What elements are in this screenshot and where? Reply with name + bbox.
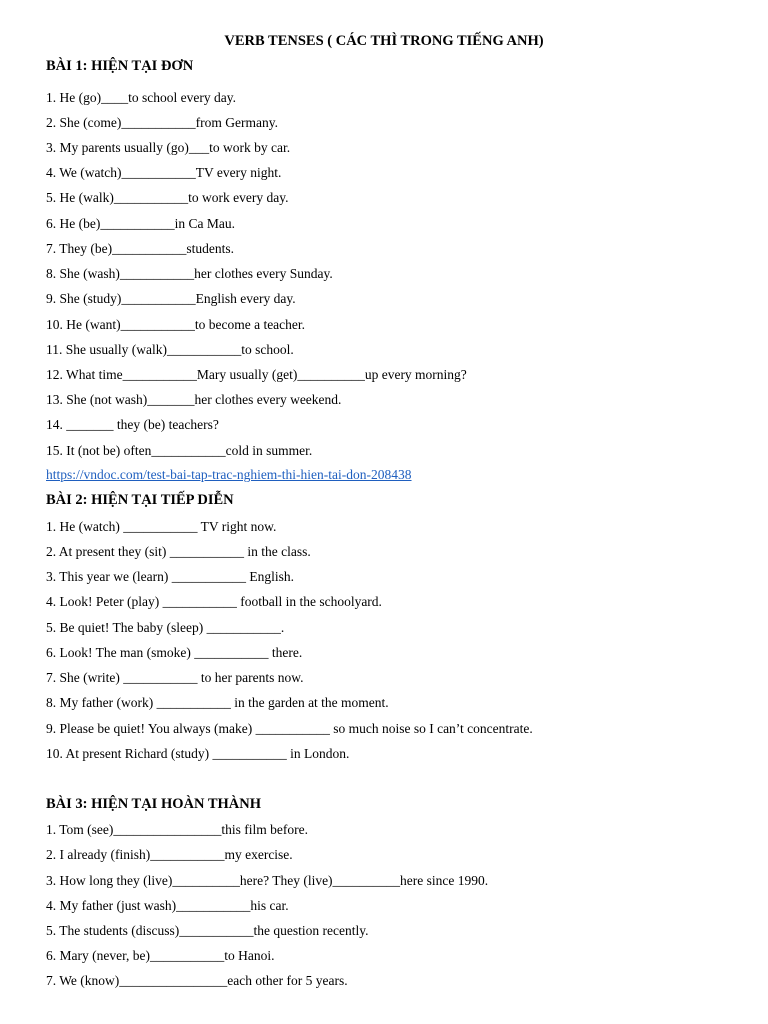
source-link[interactable]: https://vndoc.com/test-bai-tap-trac-nghiem-thi-hien-tai-don-208438 — [46, 467, 412, 482]
exercise-line: 2. I already (finish)___________my exercise. — [46, 847, 293, 862]
exercise-line: 5. The students (discuss)___________the question recently. — [46, 923, 369, 938]
section-title-2: BÀI 2: HIỆN TẠI TIẾP DIỄN — [46, 492, 234, 508]
exercise-line: 3. How long they (live)__________here? They (live)__________here since 1990. — [46, 873, 489, 888]
exercise-line: 3. My parents usually (go)___to work by car. — [46, 140, 291, 155]
exercise-line: 11. She usually (walk)___________to school. — [46, 342, 294, 357]
section-title-1: BÀI 1: HIỆN TẠI ĐƠN — [46, 58, 194, 74]
exercise-line: 9. She (study)___________English every day. — [46, 291, 296, 306]
exercise-line: 1. He (watch) ___________ TV right now. — [46, 519, 277, 534]
exercise-line: 4. Look! Peter (play) ___________ football in the schoolyard. — [46, 594, 382, 609]
exercise-line: 7. We (know)________________each other for 5 years. — [46, 973, 348, 988]
exercise-line: 7. She (write) ___________ to her parents now. — [46, 670, 304, 685]
exercise-line: 3. This year we (learn) ___________ English. — [46, 569, 294, 584]
section-title-3: BÀI 3: HIỆN TẠI HOÀN THÀNH — [46, 796, 261, 812]
exercise-line: 5. He (walk)___________to work every day. — [46, 190, 289, 205]
exercise-line: 2. She (come)___________from Germany. — [46, 115, 278, 130]
document-title: VERB TENSES ( CÁC THÌ TRONG TIẾNG ANH) — [224, 33, 544, 49]
exercise-line: 10. At present Richard (study) ___________ in London. — [46, 746, 350, 761]
exercise-line: 7. They (be)___________students. — [46, 241, 234, 256]
exercise-line: 8. My father (work) ___________ in the garden at the moment. — [46, 695, 389, 710]
exercise-line: 6. Look! The man (smoke) ___________ there. — [46, 645, 303, 660]
exercise-line: 2. At present they (sit) ___________ in the class. — [46, 544, 311, 559]
exercise-line: 6. Mary (never, be)___________to Hanoi. — [46, 948, 275, 963]
exercise-line: 9. Please be quiet! You always (make) ___________ so much noise so I can’t concentrate. — [46, 721, 533, 736]
exercise-line: 12. What time___________Mary usually (get)__________up every morning? — [46, 367, 467, 382]
exercise-line: 10. He (want)___________to become a teacher. — [46, 317, 306, 332]
exercise-line: 6. He (be)___________in Ca Mau. — [46, 216, 235, 231]
exercise-line: 8. She (wash)___________her clothes every Sunday. — [46, 266, 333, 281]
exercise-line: 13. She (not wash)_______her clothes every weekend. — [46, 392, 342, 407]
exercise-line: 4. We (watch)___________TV every night. — [46, 165, 282, 180]
exercise-line: 1. He (go)____to school every day. — [46, 90, 236, 105]
exercise-line: 1. Tom (see)________________this film before. — [46, 822, 309, 837]
exercise-line: 15. It (not be) often___________cold in summer. — [46, 443, 313, 458]
exercise-line: 5. Be quiet! The baby (sleep) ___________. — [46, 620, 285, 635]
exercise-line: 14. _______ they (be) teachers? — [46, 417, 219, 432]
exercise-line: 4. My father (just wash)___________his car. — [46, 898, 289, 913]
